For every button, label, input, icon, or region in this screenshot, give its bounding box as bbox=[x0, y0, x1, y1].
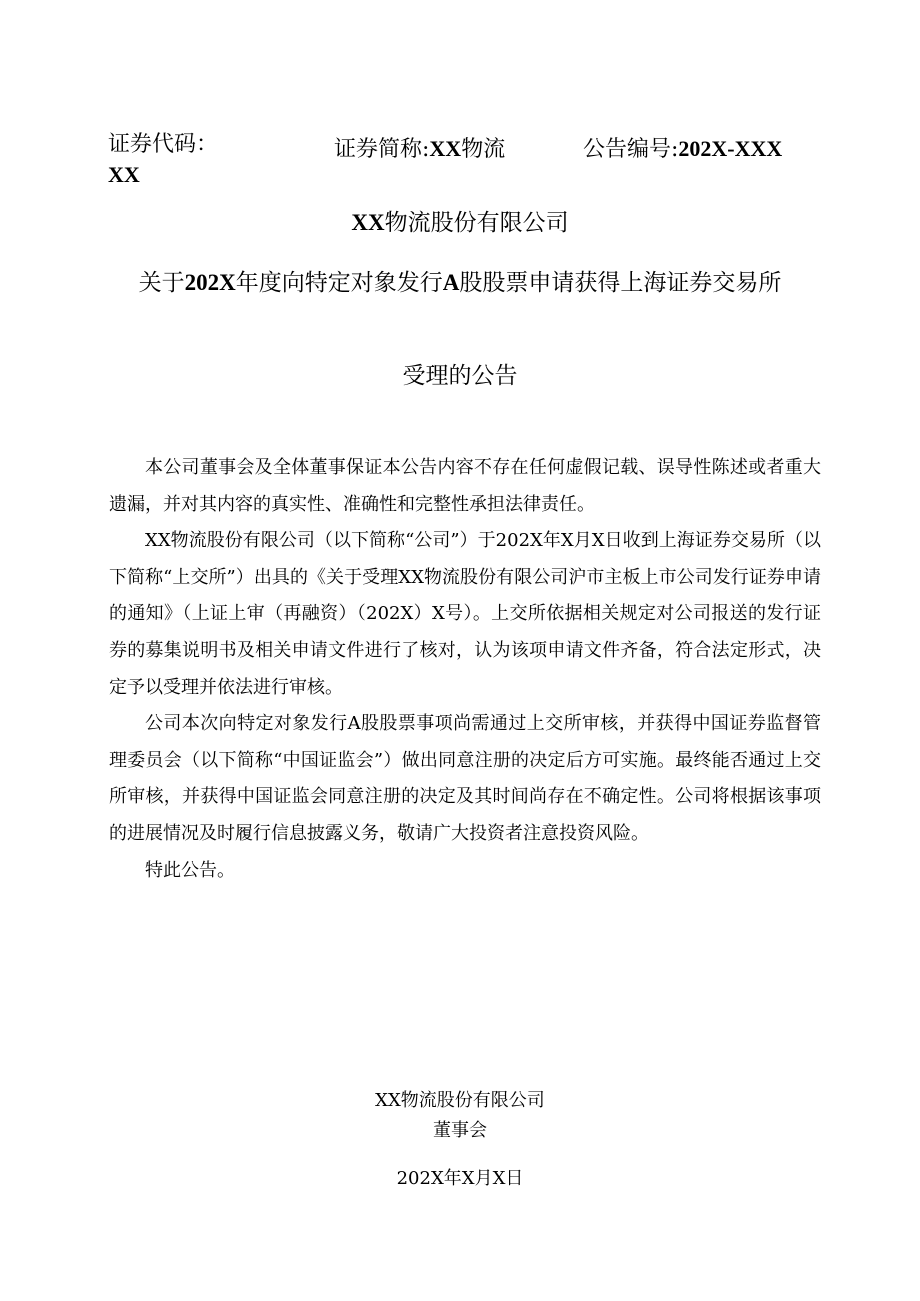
body-paragraph-risk: 公司本次向特定对象发行A股股票事项尚需通过上交所审核，并获得中国证券监督管理委员会（以下简称“中国证监会”）做出同意注册的决定后方可实施。最终能否通过上交所审核，并获得中国证监会同意注册的决定及其时间尚存在不确定性。公司将根据该事项的进展情况及时履行信息披露义务，敬请广大投资者注意投资风险。 bbox=[109, 713, 821, 844]
security-code bbox=[108, 130, 248, 190]
security-short-name-value: XX bbox=[429, 136, 462, 161]
announcement-body bbox=[109, 450, 821, 889]
title-main-a: A bbox=[442, 270, 460, 295]
title-company bbox=[100, 204, 820, 237]
body-paragraph-statement: 本公司董事会及全体董事保证本公告内容不存在任何虚假记载、误导性陈述或者重大遗漏，并对其内容的真实性、准确性和完整性承担法律责任。 bbox=[109, 457, 821, 515]
security-short-name-suffix: 物流 bbox=[461, 137, 506, 162]
title-main bbox=[110, 256, 810, 310]
signature-board: 董事会 bbox=[433, 1120, 487, 1141]
signature-company: XX物流股份有限公司 bbox=[375, 1090, 545, 1111]
title-company-rest: 物流股份有限公司 bbox=[384, 210, 569, 236]
body-paragraph-receipt: XX物流股份有限公司（以下简称“公司”）于202X年X月X日收到上海证券交易所（以下简称“上交所”）出具的《关于受理XX物流股份有限公司沪市主板上市公司发行证券申请的通知》（上证上审（再融资）（202X）X号）。上交所依据相关规定对公司报送的发行证券的募集说明书及相关申请文件进行了核对，认为该项申请文件齐备，符合法定形式，决定予以受理并依法进行审核。 bbox=[109, 530, 821, 698]
body-paragraph-closing: 特此公告。 bbox=[145, 859, 235, 881]
title-main-pre: 关于 bbox=[138, 270, 185, 296]
title-main-year: 202X bbox=[184, 270, 236, 295]
title-main-mid: 年度向特定对象发行 bbox=[235, 270, 443, 296]
announcement-number-label: 公告编号: bbox=[583, 137, 679, 162]
security-short-name-label: 证券简称: bbox=[334, 137, 430, 162]
security-code-label: 证券代码： bbox=[108, 132, 219, 157]
title-subtitle: 受理的公告 bbox=[402, 363, 518, 389]
signature-date: 202X年X月X日 bbox=[396, 1168, 524, 1189]
announcement-number-value: 202X-XXX bbox=[678, 136, 783, 161]
title-company-bold: XX bbox=[351, 210, 385, 235]
title-main-post: 股股票申请获得上海证券交易所 bbox=[459, 270, 782, 296]
security-short-name bbox=[334, 134, 505, 165]
announcement-number bbox=[583, 134, 782, 165]
security-code-value: XX bbox=[108, 162, 140, 187]
